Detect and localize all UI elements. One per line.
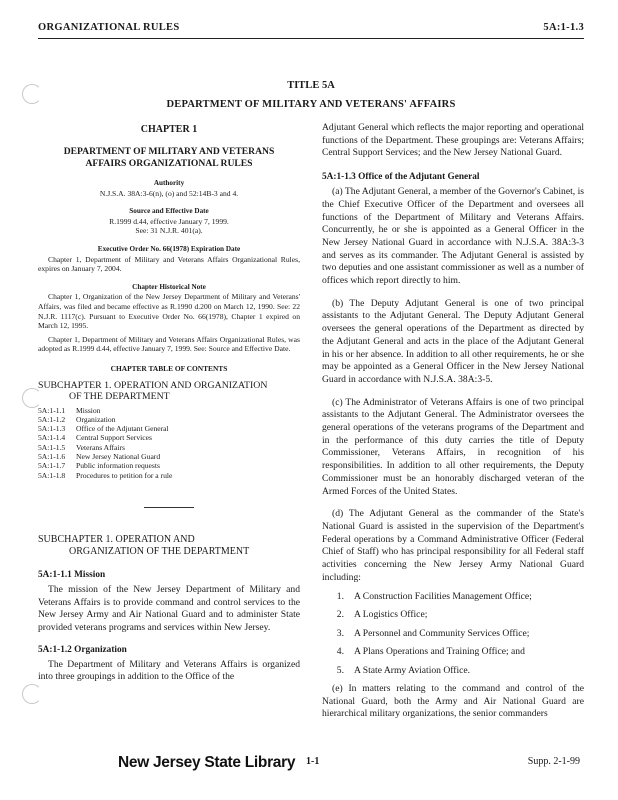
- supplement-date: Supp. 2-1-99: [527, 756, 580, 767]
- list-item-number: 3.: [336, 627, 344, 639]
- list-item: [322, 665, 584, 678]
- paragraph-b: (b) The Deputy Adjutant General is one of two principal assistants to the Adjutant General. The Deputy Adjutant General oversees the general operations of the Department as directed by the Adjutant General and acts in the place of the Adjutant General in his or her absence. In addition to all other requirements, he or she may be appointed as a General Officer in the New Jersey National Guard in accordance with N.J.S.A. 38A:3-5.: [322, 297, 584, 385]
- chapter-title: DEPARTMENT OF MILITARY AND VETERANS AFFAIRS ORGANIZATIONAL RULES: [63, 146, 275, 169]
- toc-entry-title: Office of the Adjutant General: [76, 424, 169, 434]
- list-item-text: A Plans Operations and Training Office; and: [354, 646, 525, 657]
- toc-entry: [38, 433, 300, 442]
- organization-continuation: Adjutant General which reflects the major reporting and operational functions of the Department. These groupings are: Veterans Affairs; Central Support Services; and the New Jersey National Guard.: [322, 122, 584, 159]
- toc-subchapter-line-2: OF THE DEPARTMENT: [69, 391, 170, 402]
- exec-order-text: Chapter 1, Department of Military and Veterans Affairs Organizational Rules, expires on January 7, 2004.: [38, 254, 300, 274]
- paragraph-e: (e) In matters relating to the command and control of the National Guard, both the Army and Air National Guard are hierarchical military organizations, the senior commanders: [322, 683, 584, 720]
- list-item-text: A State Army Aviation Office.: [354, 664, 471, 676]
- toc-entry-title: Central Support Services: [76, 433, 152, 443]
- source-line-2: See: 31 N.J.R. 401(a).: [135, 226, 203, 236]
- toc-entry: [38, 406, 300, 415]
- title-department: DEPARTMENT OF MILITARY AND VETERANS' AFFAIRS: [166, 99, 456, 110]
- list-item-number: 1.: [336, 590, 344, 602]
- paragraph-c: (c) The Administrator of Veterans Affairs is one of two principal assistants to the Adjutant General. The Administrator oversees the general operations of the veterans programs of the Department and in the performance of this duty carries the title of Deputy Commissioner, Veterans Affairs, in recognition of his responsibilities. In addition to all other requirements, the Deputy Commissioner must be an honorably discharged veteran of the Armed Forces of the United States.: [322, 396, 584, 497]
- toc-entry-title: Veterans Affairs: [76, 442, 125, 452]
- running-header-right: 5A:1-1.3: [543, 22, 584, 33]
- toc-entry-title: Organization: [76, 414, 116, 424]
- toc-entry-number: 5A:1-1.4: [38, 433, 66, 443]
- history-note-1: Chapter 1, Organization of the New Jersey Department of Military and Veterans' Affairs, was filed and became effective as R.1990 d.200 on March 12, 1990. See: 22 N.J.R. 1117(c). Pursuant to Executive Order No. 66(1978), Chapter 1 expired on March 12, 1995.: [38, 292, 300, 331]
- section-divider: [144, 507, 194, 508]
- authority-heading: Authority: [153, 179, 185, 187]
- list-item-text: A Personnel and Community Services Office;: [354, 627, 530, 639]
- office-list: [322, 591, 584, 678]
- chapter-heading: CHAPTER 1: [140, 124, 198, 135]
- toc-entry-number: 5A:1-1.6: [38, 451, 66, 461]
- right-column: [322, 122, 584, 721]
- toc-entry-number: 5A:1-1.1: [38, 405, 66, 415]
- subchapter-heading-line-2: ORGANIZATION OF THE DEPARTMENT: [69, 546, 250, 558]
- toc-entry: [38, 424, 300, 433]
- toc-entry-title: Public information requests: [76, 461, 160, 471]
- list-item-number: 5.: [336, 664, 344, 676]
- list-item-text: A Construction Facilities Management Office;: [354, 590, 532, 602]
- toc-entry: [38, 461, 300, 470]
- source-heading: Source and Effective Date: [129, 207, 209, 216]
- mission-paragraph: The mission of the New Jersey Department of Military and Veterans Affairs is to provide command and control services to the New Jersey Army and Air National Guard and to administer State provided veterans programs and services within New Jersey.: [38, 583, 300, 633]
- list-item: [322, 609, 584, 622]
- punch-hole-bottom: [22, 684, 42, 704]
- list-item-number: 2.: [336, 609, 344, 620]
- toc-entry-title: Procedures to petition for a rule: [76, 470, 173, 480]
- header-rule: [38, 38, 584, 39]
- toc-subchapter-line-1: SUBCHAPTER 1. OPERATION AND ORGANIZATION: [38, 379, 268, 391]
- organization-paragraph: The Department of Military and Veterans Affairs is organized into three groupings in addition to the Office of the: [38, 658, 300, 683]
- toc-heading: CHAPTER TABLE OF CONTENTS: [110, 363, 228, 373]
- toc-list: [38, 406, 300, 480]
- toc-entry-number: 5A:1-1.8: [38, 470, 66, 480]
- authority-text: N.J.S.A. 38A:3-6(n), (o) and 52:14B-3 and 4.: [99, 188, 239, 198]
- paragraph-a: (a) The Adjutant General, a member of the Governor's Cabinet, is the Chief Executive Officer of the Department and oversees all functions of the Department of Military and Veterans Affairs. Concurrently, he or she is appointed as a General Officer in the New Jersey National Guard in accordance with N.J.S.A. 38A:3-3 and serves as its commander. The Adjutant General is assisted by two deputies and one assistant commissioner as well as a number of offices which report directly to him.: [322, 186, 584, 287]
- title-number: TITLE 5A: [287, 80, 335, 91]
- toc-entry-number: 5A:1-1.2: [38, 414, 66, 424]
- toc-entry-title: Mission: [76, 405, 101, 415]
- running-header-left: ORGANIZATIONAL RULES: [38, 22, 180, 33]
- exec-order-heading: Executive Order No. 66(1978) Expiration Date: [97, 244, 241, 253]
- list-item: [322, 591, 584, 604]
- toc-entry: [38, 415, 300, 424]
- history-note-2: Chapter 1, Department of Military and Veterans Affairs Organizational Rules, was adopted as R.1999 d.44, effective January 7, 1999. See: Source and Effective Date.: [38, 334, 300, 354]
- section-heading-organization: 5A:1-1.2 Organization: [38, 644, 127, 655]
- section-heading-mission: 5A:1-1.1 Mission: [38, 569, 106, 580]
- toc-entry: [38, 471, 300, 480]
- toc-entry-title: New Jersey National Guard: [76, 451, 161, 461]
- toc-entry: [38, 443, 300, 452]
- toc-entry-number: 5A:1-1.5: [38, 442, 66, 452]
- section-heading-adjutant: 5A:1-1.3 Office of the Adjutant General: [322, 172, 480, 183]
- source-line-1: R.1999 d.44, effective January 7, 1999.: [109, 216, 229, 226]
- paragraph-d: (d) The Adjutant General as the commander of the State's National Guard is assisted in the supervision of the Department's Federal operations by a Command Administrative Officer (Federal Chief of Staff) who has principal responsibility for all Federal staff activities concerning the New Jersey Army National Guard including:: [322, 508, 584, 583]
- page-number: 1-1: [306, 756, 320, 767]
- list-item-text: A Logistics Office;: [354, 609, 428, 620]
- history-heading: Chapter Historical Note: [132, 282, 206, 291]
- list-item: [322, 628, 584, 641]
- library-stamp: New Jersey State Library: [118, 754, 296, 771]
- toc-entry-number: 5A:1-1.3: [38, 424, 66, 434]
- toc-entry-number: 5A:1-1.7: [38, 461, 66, 471]
- subchapter-heading-line-1: SUBCHAPTER 1. OPERATION AND: [38, 533, 195, 545]
- left-column: [38, 124, 300, 684]
- list-item-number: 4.: [336, 646, 344, 657]
- toc-entry: [38, 452, 300, 461]
- list-item: [322, 646, 584, 659]
